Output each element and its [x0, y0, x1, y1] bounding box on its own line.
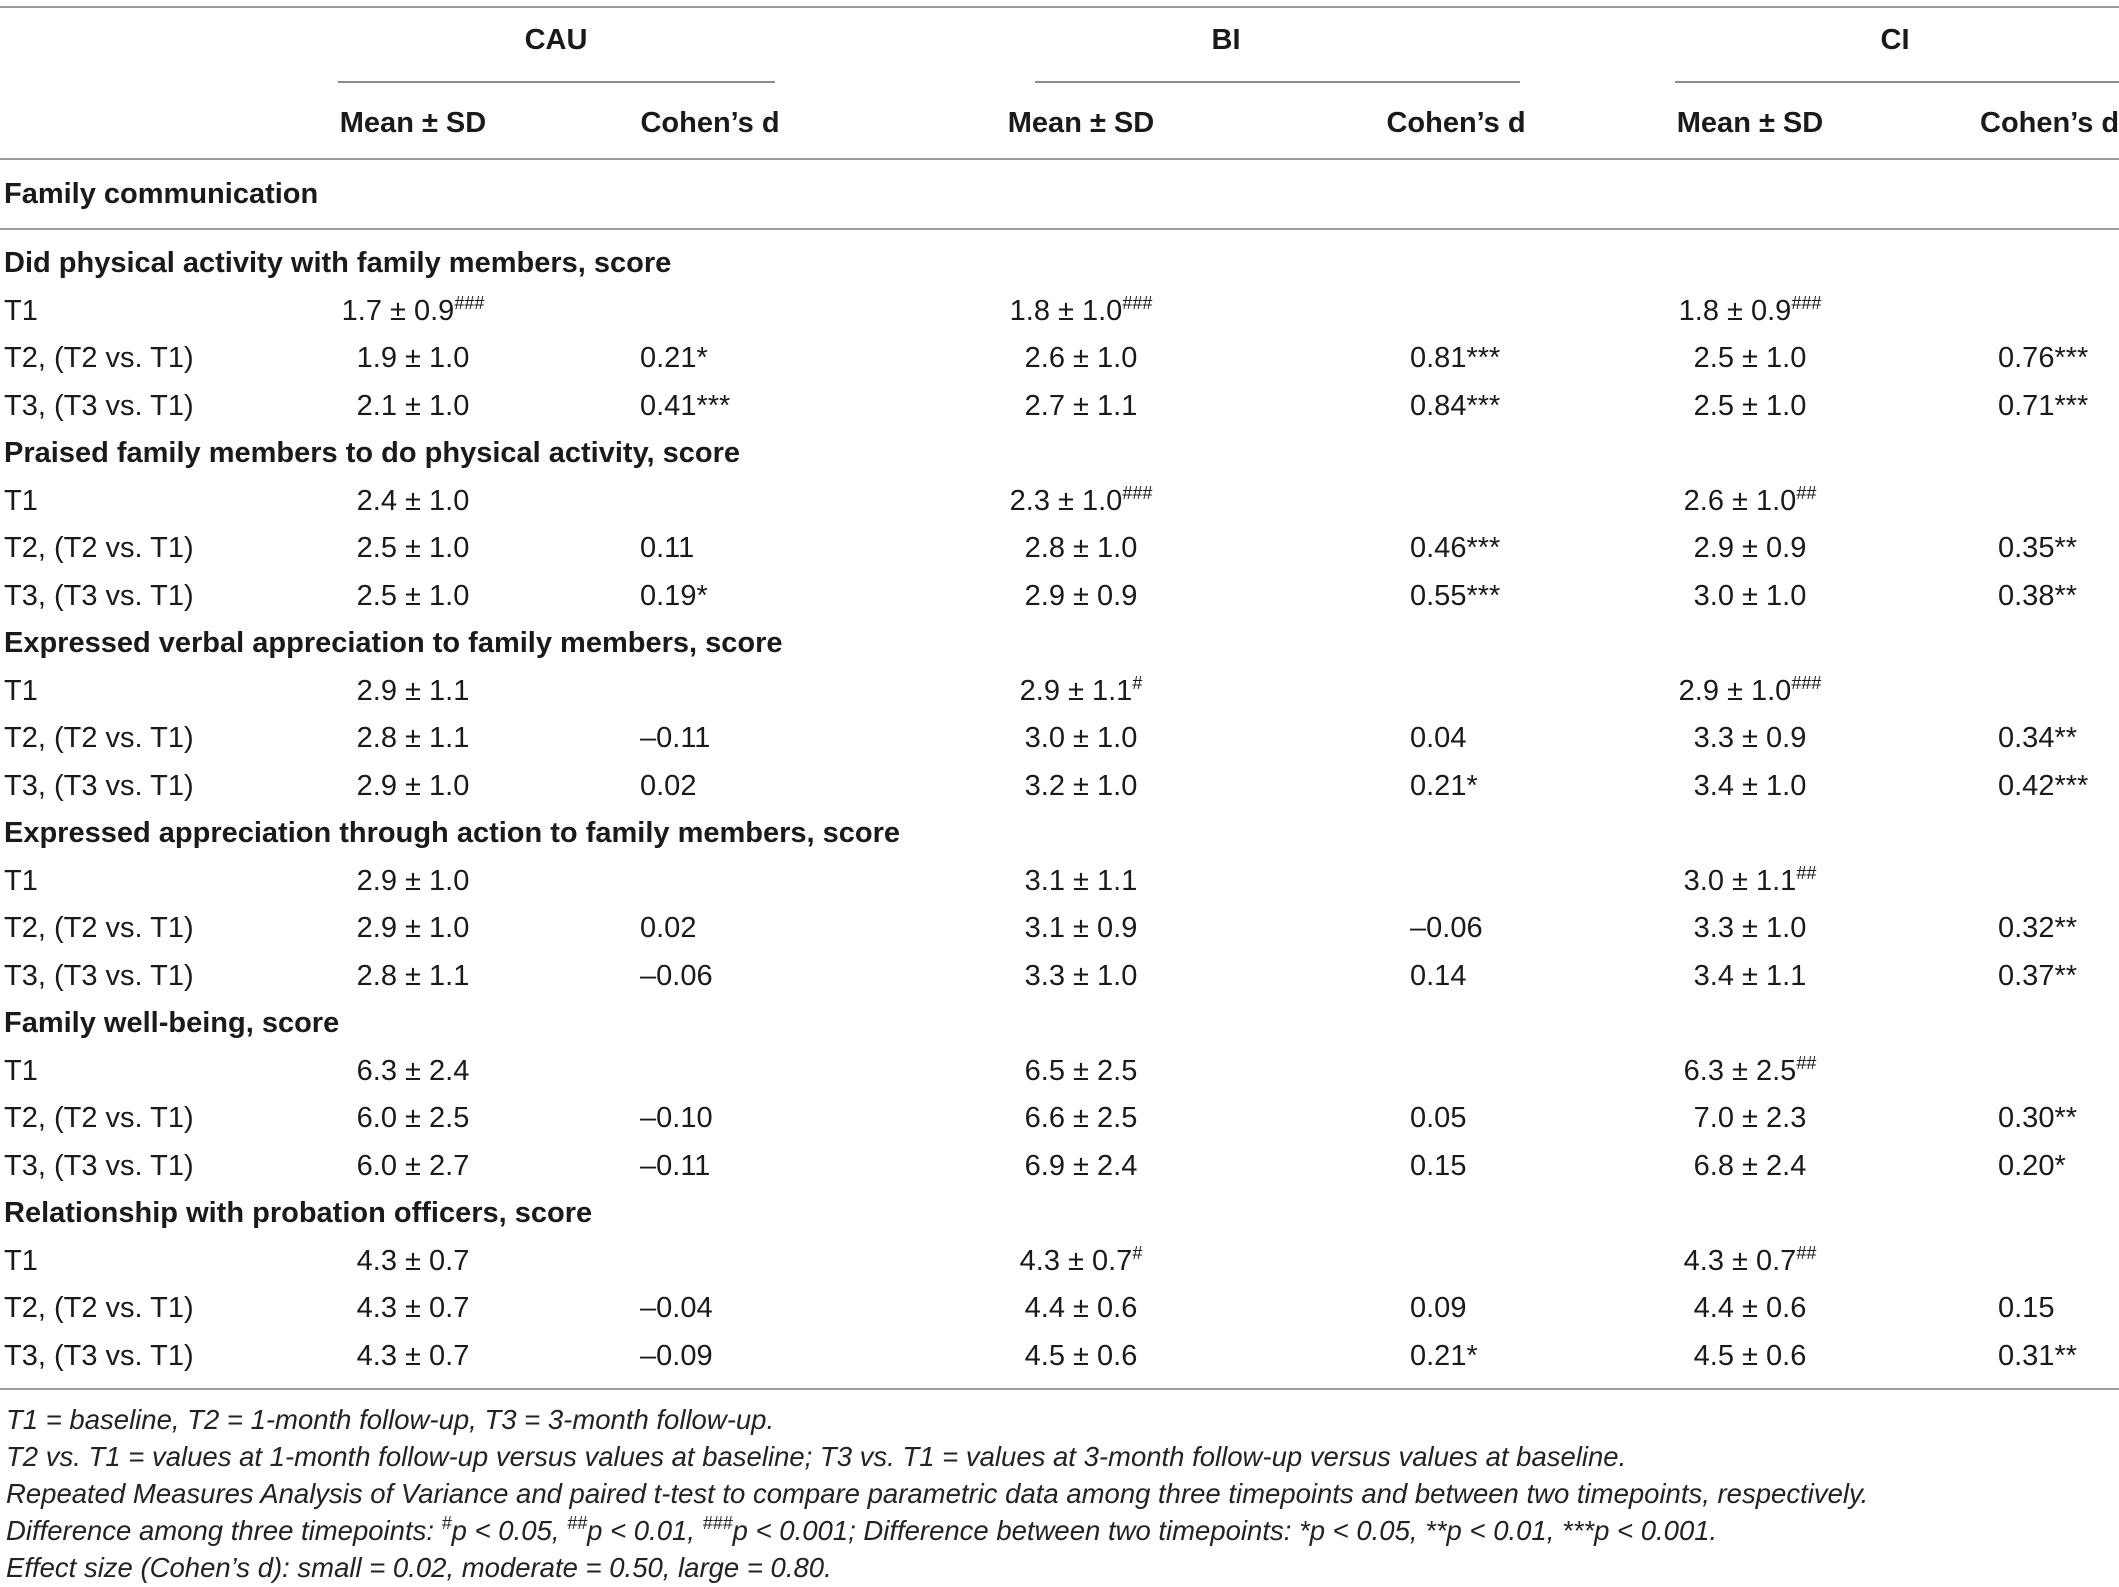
ci-mean-cell	[1679, 293, 1822, 329]
bi-cohens-d-cell: 0.15	[1410, 1149, 1467, 1182]
footnote-4-sym3: ###	[702, 1513, 733, 1533]
group-header-bi: BI	[1211, 24, 1241, 56]
bi-mean-value: 3.0 ± 1.0	[1024, 722, 1138, 754]
cau-mean-significance: ###	[454, 292, 485, 313]
ci-cohens-d-cell: 0.71***	[1998, 389, 2089, 422]
ci-mean-cell	[1684, 1243, 1817, 1279]
cau-cohens-d-cell: –0.04	[640, 1292, 713, 1324]
bi-mean-cell	[1025, 530, 1138, 566]
bi-mean-cell	[1025, 768, 1138, 804]
bi-cohens-d-cell: 0.05	[1410, 1102, 1467, 1134]
footnote-4-part-c: p < 0.01,	[587, 1515, 703, 1546]
ci-cohens-d-cell: 0.30**	[1998, 1102, 2078, 1134]
cau-mean-value: 4.3 ± 0.7	[356, 1244, 470, 1277]
bi-mean-significance: ###	[1122, 292, 1153, 313]
ci-mean-cell	[1679, 673, 1822, 709]
cau-mean-cell	[357, 340, 470, 376]
cau-mean-cell	[357, 1053, 470, 1089]
ci-mean-value: 1.8 ± 0.9	[1678, 294, 1792, 327]
cau-mean-value: 1.9 ± 1.0	[356, 342, 470, 374]
ci-cohens-d-cell: 0.31**	[1998, 1339, 2078, 1372]
family-communication-heading: Family communication	[4, 178, 319, 210]
ci-mean-cell	[1694, 1290, 1807, 1326]
bi-mean-value: 2.8 ± 1.0	[1024, 532, 1138, 564]
section-title: Expressed verbal appreciation to family members, score	[4, 627, 783, 659]
row-label: T1	[4, 1054, 38, 1087]
cau-cohens-d-cell: 0.11	[640, 532, 695, 564]
subheader-bi-mean: Mean ± SD	[1007, 107, 1155, 139]
bi-mean-cell	[1025, 388, 1138, 424]
subheader-ci-d: Cohen’s d	[1980, 107, 2119, 139]
row-label: T2, (T2 vs. T1)	[4, 532, 194, 564]
bi-mean-value: 3.1 ± 0.9	[1024, 912, 1138, 944]
row-label: T2, (T2 vs. T1)	[4, 342, 194, 374]
cau-mean-value: 2.9 ± 1.0	[356, 864, 470, 897]
footnote-4-part-b: p < 0.05,	[451, 1515, 568, 1546]
group-underline-bi	[1035, 81, 1520, 83]
ci-mean-value: 3.3 ± 0.9	[1693, 722, 1807, 754]
row-label: T3, (T3 vs. T1)	[4, 579, 194, 612]
cau-cohens-d-cell: 0.02	[640, 912, 697, 944]
subheader-cau-mean: Mean ± SD	[339, 107, 487, 139]
row-label: T1	[4, 864, 38, 897]
row-label: T3, (T3 vs. T1)	[4, 389, 194, 422]
ci-cohens-d-cell: 0.37**	[1998, 959, 2078, 992]
ci-mean-value: 2.6 ± 1.0	[1683, 484, 1797, 517]
footnote-4	[6, 1514, 1717, 1548]
ci-mean-cell	[1684, 863, 1817, 899]
cau-cohens-d-cell: –0.09	[640, 1339, 713, 1372]
bi-mean-cell	[1025, 910, 1138, 946]
bi-mean-value: 6.5 ± 2.5	[1024, 1054, 1138, 1087]
row-label: T1	[4, 294, 38, 327]
bi-mean-value: 4.4 ± 0.6	[1024, 1292, 1138, 1324]
cau-mean-cell	[357, 910, 470, 946]
cau-mean-value: 2.9 ± 1.1	[356, 674, 470, 707]
cau-mean-value: 2.4 ± 1.0	[356, 484, 470, 517]
ci-mean-cell	[1694, 340, 1807, 376]
ci-mean-value: 4.5 ± 0.6	[1693, 1339, 1807, 1372]
bi-mean-cell	[1025, 720, 1138, 756]
bi-cohens-d-cell: 0.09	[1410, 1292, 1467, 1324]
cau-mean-value: 2.8 ± 1.1	[356, 722, 470, 754]
bi-cohens-d-cell: 0.55***	[1410, 579, 1501, 612]
ci-mean-value: 4.4 ± 0.6	[1693, 1292, 1807, 1324]
cau-mean-cell	[357, 483, 470, 519]
footnote-4-part-a: Difference among three timepoints:	[6, 1515, 442, 1546]
cau-mean-value: 2.5 ± 1.0	[356, 579, 470, 612]
cau-mean-cell	[357, 1338, 470, 1374]
cau-cohens-d-cell: 0.41***	[640, 389, 731, 422]
ci-mean-value: 2.9 ± 1.0	[1678, 674, 1792, 707]
ci-mean-value: 3.4 ± 1.0	[1693, 769, 1807, 802]
ci-mean-value: 3.3 ± 1.0	[1693, 912, 1807, 944]
cau-mean-value: 6.0 ± 2.7	[356, 1149, 470, 1182]
footnote-2: T2 vs. T1 = values at 1-month follow-up versus values at baseline; T3 vs. T1 = values at 3-month follow-up versus values at baseline.	[6, 1441, 1627, 1472]
bi-cohens-d-cell: –0.06	[1410, 912, 1483, 944]
cau-mean-value: 1.7 ± 0.9	[341, 294, 455, 327]
bi-mean-cell	[1010, 293, 1153, 329]
ci-mean-cell	[1694, 958, 1807, 994]
bi-mean-value: 4.5 ± 0.6	[1024, 1339, 1138, 1372]
section-title: Expressed appreciation through action to family members, score	[4, 817, 901, 849]
cau-cohens-d-cell: 0.02	[640, 769, 697, 802]
row-label: T1	[4, 484, 38, 517]
subheader-bi-d: Cohen’s d	[1386, 107, 1526, 139]
cau-mean-cell	[357, 958, 470, 994]
ci-cohens-d-cell: 0.35**	[1998, 532, 2078, 564]
bi-mean-cell	[1010, 483, 1153, 519]
cau-mean-value: 4.3 ± 0.7	[356, 1292, 470, 1324]
ci-mean-cell	[1694, 1148, 1807, 1184]
ci-mean-value: 3.0 ± 1.0	[1693, 579, 1807, 612]
bi-mean-cell	[1025, 1100, 1138, 1136]
ci-mean-significance: ##	[1796, 1052, 1817, 1073]
ci-mean-value: 2.5 ± 1.0	[1693, 342, 1807, 374]
bi-cohens-d-cell: 0.21*	[1410, 769, 1478, 802]
cau-mean-cell	[357, 1290, 470, 1326]
ci-mean-cell	[1694, 530, 1807, 566]
ci-mean-significance: ###	[1791, 292, 1822, 313]
cau-mean-value: 6.0 ± 2.5	[356, 1102, 470, 1134]
row-label: T2, (T2 vs. T1)	[4, 1102, 194, 1134]
ci-mean-value: 2.5 ± 1.0	[1693, 389, 1807, 422]
ci-mean-value: 3.0 ± 1.1	[1683, 864, 1797, 897]
cau-cohens-d-cell: –0.11	[640, 1149, 711, 1182]
bi-mean-cell	[1025, 1338, 1138, 1374]
bi-cohens-d-cell: 0.04	[1410, 722, 1467, 754]
cau-mean-cell	[357, 530, 470, 566]
cau-cohens-d-cell: 0.19*	[640, 579, 708, 612]
table-top-rule	[0, 6, 2119, 8]
bi-mean-value: 6.9 ± 2.4	[1024, 1149, 1138, 1182]
ci-mean-significance: ###	[1791, 672, 1822, 693]
bi-mean-cell	[1025, 958, 1138, 994]
row-label: T3, (T3 vs. T1)	[4, 1339, 194, 1372]
footnote-4-sym2: ##	[567, 1513, 588, 1533]
bi-mean-value: 3.3 ± 1.0	[1024, 959, 1138, 992]
section-title: Did physical activity with family members, score	[4, 247, 672, 279]
row-label: T3, (T3 vs. T1)	[4, 769, 194, 802]
bi-cohens-d-cell: 0.81***	[1410, 342, 1501, 374]
row-label: T1	[4, 674, 38, 707]
bi-mean-value: 2.3 ± 1.0	[1009, 484, 1123, 517]
section-title: Family well-being, score	[4, 1007, 340, 1039]
cau-mean-cell	[357, 388, 470, 424]
bi-mean-value: 1.8 ± 1.0	[1009, 294, 1123, 327]
ci-cohens-d-cell: 0.20*	[1998, 1149, 2066, 1182]
table-bottom-rule	[0, 1388, 2119, 1390]
ci-mean-cell	[1684, 483, 1817, 519]
bi-cohens-d-cell: 0.84***	[1410, 389, 1501, 422]
ci-mean-value: 4.3 ± 0.7	[1683, 1244, 1797, 1277]
bi-cohens-d-cell: 0.46***	[1410, 532, 1501, 564]
ci-mean-cell	[1684, 1053, 1817, 1089]
footnote-4-sym1: #	[441, 1513, 452, 1533]
cau-mean-cell	[342, 293, 485, 329]
ci-mean-cell	[1694, 910, 1807, 946]
cau-cohens-d-cell: 0.21*	[640, 342, 708, 374]
row-label: T2, (T2 vs. T1)	[4, 722, 194, 754]
cau-mean-cell	[357, 863, 470, 899]
cau-mean-value: 4.3 ± 0.7	[356, 1339, 470, 1372]
ci-mean-value: 6.8 ± 2.4	[1693, 1149, 1807, 1182]
footnote-1: T1 = baseline, T2 = 1-month follow-up, T3 = 3-month follow-up.	[6, 1404, 775, 1435]
bi-mean-significance: ###	[1122, 482, 1153, 503]
cau-mean-value: 2.9 ± 1.0	[356, 912, 470, 944]
ci-cohens-d-cell: 0.42***	[1998, 769, 2089, 802]
bi-mean-value: 2.7 ± 1.1	[1024, 389, 1138, 422]
cau-mean-cell	[357, 768, 470, 804]
bi-mean-cell	[1025, 1148, 1138, 1184]
ci-mean-value: 2.9 ± 0.9	[1693, 532, 1807, 564]
cau-mean-cell	[357, 1100, 470, 1136]
footnote-3: Repeated Measures Analysis of Variance and paired t-test to compare parametric data among three timepoints and between two timepoints, respectively.	[6, 1478, 1869, 1509]
bi-cohens-d-cell: 0.21*	[1410, 1339, 1478, 1372]
group-header-cau: CAU	[524, 24, 588, 56]
bi-mean-value: 2.9 ± 0.9	[1024, 579, 1138, 612]
ci-mean-cell	[1694, 720, 1807, 756]
cau-mean-cell	[357, 1148, 470, 1184]
ci-cohens-d-cell: 0.76***	[1998, 342, 2089, 374]
group-underline-ci	[1675, 81, 2119, 83]
ci-mean-value: 6.3 ± 2.5	[1683, 1054, 1797, 1087]
cau-mean-cell	[357, 578, 470, 614]
cau-cohens-d-cell: –0.10	[640, 1102, 713, 1134]
bi-mean-cell	[1025, 340, 1138, 376]
bi-mean-cell	[1020, 673, 1143, 709]
bi-mean-value: 3.2 ± 1.0	[1024, 769, 1138, 802]
footnote-4-part-d: p < 0.001; Difference between two timepoints: *p < 0.05, **p < 0.01, ***p < 0.001.	[732, 1515, 1718, 1546]
bi-mean-cell	[1025, 1053, 1138, 1089]
ci-mean-cell	[1694, 768, 1807, 804]
bi-mean-cell	[1025, 1290, 1138, 1326]
bi-mean-significance: #	[1132, 672, 1143, 693]
ci-cohens-d-cell: 0.38**	[1998, 579, 2078, 612]
section-divider-rule	[0, 228, 2119, 230]
row-label: T2, (T2 vs. T1)	[4, 1292, 194, 1324]
section-title: Relationship with probation officers, score	[4, 1197, 593, 1229]
row-label: T3, (T3 vs. T1)	[4, 1149, 194, 1182]
cau-mean-value: 6.3 ± 2.4	[356, 1054, 470, 1087]
ci-mean-significance: ##	[1796, 1242, 1817, 1263]
bi-cohens-d-cell: 0.14	[1410, 959, 1467, 992]
row-label: T3, (T3 vs. T1)	[4, 959, 194, 992]
subheader-ci-mean: Mean ± SD	[1676, 107, 1824, 139]
cau-cohens-d-cell: –0.06	[640, 959, 713, 992]
section-title: Praised family members to do physical activity, score	[4, 437, 741, 469]
bi-mean-significance: #	[1132, 1242, 1143, 1263]
group-underline-cau	[338, 81, 775, 83]
bi-mean-cell	[1025, 578, 1138, 614]
ci-mean-value: 3.4 ± 1.1	[1693, 959, 1807, 992]
ci-mean-cell	[1694, 1100, 1807, 1136]
cau-mean-value: 2.5 ± 1.0	[356, 532, 470, 564]
bi-mean-cell	[1020, 1243, 1143, 1279]
subheader-cau-d: Cohen’s d	[640, 107, 780, 139]
header-bottom-rule	[0, 158, 2119, 160]
bi-mean-value: 6.6 ± 2.5	[1024, 1102, 1138, 1134]
bi-mean-cell	[1025, 863, 1138, 899]
row-label: T1	[4, 1244, 38, 1277]
footnote-5: Effect size (Cohen’s d): small = 0.02, moderate = 0.50, large = 0.80.	[6, 1552, 832, 1583]
ci-mean-cell	[1694, 578, 1807, 614]
bi-mean-value: 2.6 ± 1.0	[1024, 342, 1138, 374]
cau-cohens-d-cell: –0.11	[640, 722, 711, 754]
cau-mean-value: 2.9 ± 1.0	[356, 769, 470, 802]
bi-mean-value: 4.3 ± 0.7	[1019, 1244, 1133, 1277]
cau-mean-value: 2.1 ± 1.0	[356, 389, 470, 422]
ci-mean-cell	[1694, 1338, 1807, 1374]
ci-cohens-d-cell: 0.34**	[1998, 722, 2078, 754]
cau-mean-cell	[357, 1243, 470, 1279]
ci-cohens-d-cell: 0.32**	[1998, 912, 2078, 944]
ci-mean-value: 7.0 ± 2.3	[1693, 1102, 1807, 1134]
ci-mean-significance: ##	[1796, 862, 1817, 883]
bi-mean-value: 2.9 ± 1.1	[1019, 674, 1133, 707]
cau-mean-value: 2.8 ± 1.1	[356, 959, 470, 992]
bi-mean-value: 3.1 ± 1.1	[1024, 864, 1138, 897]
cau-mean-cell	[357, 720, 470, 756]
cau-mean-cell	[357, 673, 470, 709]
row-label: T2, (T2 vs. T1)	[4, 912, 194, 944]
ci-mean-significance: ##	[1796, 482, 1817, 503]
ci-cohens-d-cell: 0.15	[1998, 1292, 2055, 1324]
ci-mean-cell	[1694, 388, 1807, 424]
group-header-ci: CI	[1880, 24, 1910, 56]
